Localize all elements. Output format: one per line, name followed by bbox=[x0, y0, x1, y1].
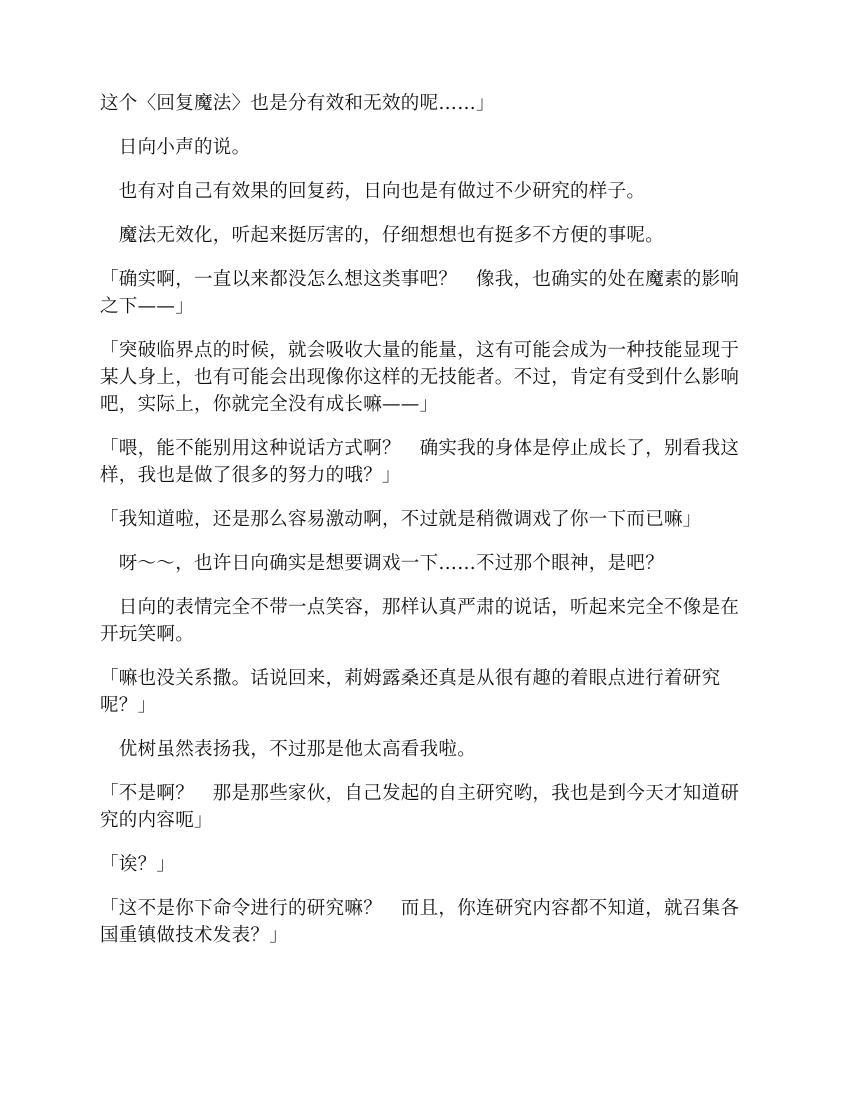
paragraph-9: 呀～～，也许日向确实是想要调戏一下……不过那个眼神，是吧？ bbox=[100, 553, 665, 574]
paragraph-8: 「我知道啦，还是那么容易激动啊，不过就是稍微调戏了你一下而已嘛」 bbox=[100, 509, 702, 530]
paragraph-14: 「诶？」 bbox=[100, 854, 176, 875]
paragraph-12: 优树虽然表扬我，不过那是他太高看我啦。 bbox=[100, 739, 477, 760]
paragraph-15: 「这不是你下命令进行的研究嘛？ 而且，你连研究内容都不知道，就召集各国重镇做技术发表？」 bbox=[100, 898, 740, 946]
paragraph-4: 魔法无效化，听起来挺厉害的，仔细想想也有挺多不方便的事呢。 bbox=[100, 225, 665, 246]
paragraph-10: 日向的表情完全不带一点笑容，那样认真严肃的说话，听起来完全不像是在开玩笑啊。 bbox=[100, 597, 740, 645]
paragraph-3: 也有对自己有效果的回复药，日向也是有做过不少研究的样子。 bbox=[100, 181, 646, 202]
paragraph-7: 「喂，能不能别用这种说话方式啊？ 确实我的身体是停止成长了，别看我这样，我也是做了很多的努力的哦？」 bbox=[100, 438, 740, 486]
document-page bbox=[100, 90, 750, 966]
paragraph-6: 「突破临界点的时候，就会吸收大量的能量，这有可能会成为一种技能显现于某人身上，也有可能会出现像你这样的无技能者。不过，肯定有受到什么影响吧，实际上，你就完全没有成长嘛——」 bbox=[100, 340, 740, 415]
paragraph-13: 「不是啊？ 那是那些家伙，自己发起的自主研究哟，我也是到今天才知道研究的内容呃」 bbox=[100, 783, 740, 831]
paragraph-1: 这个〈回复魔法〉也是分有效和无效的呢……」 bbox=[100, 93, 495, 114]
paragraph-5: 「确实啊，一直以来都没怎么想这类事吧？ 像我，也确实的处在魔素的影响之下——」 bbox=[100, 269, 740, 317]
paragraph-11: 「嘛也没关系撒。话说回来，莉姆露桑还真是从很有趣的着眼点进行着研究呢？」 bbox=[100, 668, 721, 716]
paragraph-2: 日向小声的说。 bbox=[100, 137, 251, 158]
